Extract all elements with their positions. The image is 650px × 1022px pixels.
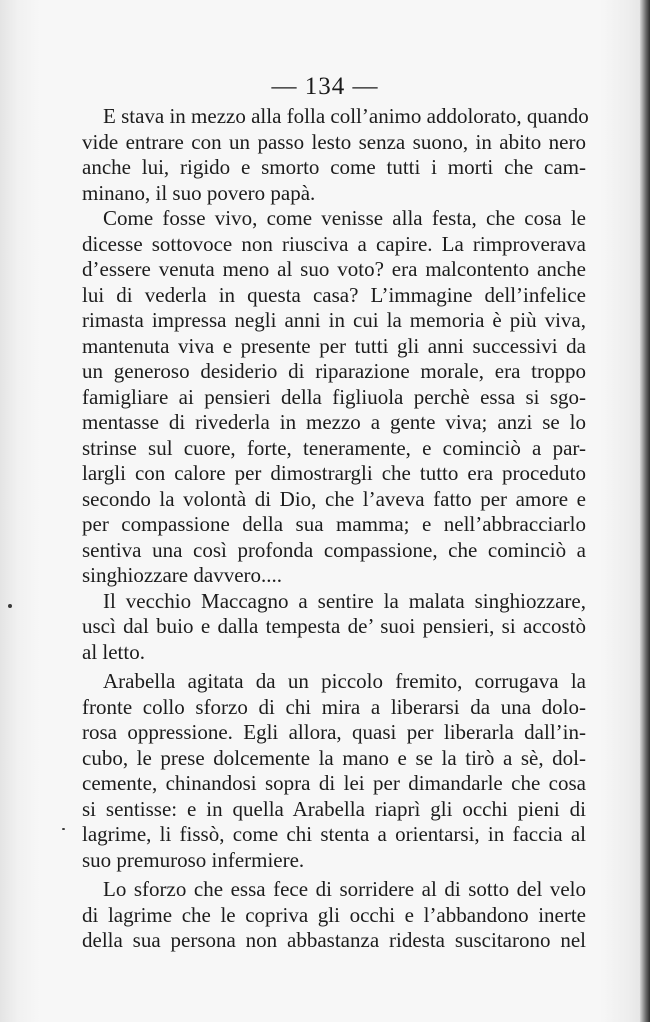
text-line: cemente, chinandosi sopra di lei per dimandarle che cosa — [82, 771, 586, 795]
text-line: minano, il suo povero papà. — [82, 180, 316, 205]
text-line: al letto. — [82, 639, 145, 664]
text-line: suo premuroso infermiere. — [82, 847, 305, 872]
paragraph — [82, 589, 586, 666]
text-line: secondo la volontà di Dio, che l’aveva fatto per amore e — [82, 486, 586, 511]
text-line: lui di vederla in questa casa? L’immagine dell’infelice — [82, 282, 586, 307]
page-number: — 134 — — [271, 73, 379, 100]
page-edge-shadow — [640, 0, 650, 1022]
text-line: di lagrime che le copriva gli occhi e l’abbandono inerte — [82, 902, 586, 927]
text-line: d’essere venuta meno al suo voto? era malcontento anche — [82, 257, 586, 281]
text-line: rosa oppressione. Egli allora, quasi per liberarla dall’in- — [82, 720, 586, 744]
text-line: singhiozzare davvero.... — [82, 563, 283, 587]
text-line: lagrime, li fissò, come chi stenta a orientarsi, in faccia al — [82, 822, 586, 846]
text-line: si sentisse: e in quella Arabella riaprì gli occhi pieni di — [82, 796, 586, 821]
text-line: mantenuta viva e presente per tutti gli anni successivi da — [82, 333, 586, 358]
text-line: Arabella agitata da un piccolo fremito, corrugava la — [103, 669, 586, 693]
text-line: rimasta impressa negli anni in cui la memoria è più viva, — [82, 308, 586, 332]
paragraph — [82, 104, 589, 206]
text-line: vide entrare con un passo lesto senza suono, in abito nero — [82, 129, 586, 154]
scan-speck — [62, 828, 65, 830]
paragraph — [82, 206, 586, 589]
text-line: largli con calore per dimostrargli che tutto era proceduto — [82, 461, 586, 485]
text-line: fronte collo sforzo di chi mira a liberarsi da una dolo- — [82, 694, 586, 719]
text-line: anche lui, rigido e smorto come tutti i morti che cam- — [82, 155, 586, 179]
text-line: mentasse di rivederla in mezzo a gente viva; anzi se lo — [82, 410, 586, 434]
text-line: Il vecchio Maccagno a sentire la malata singhiozzare, — [103, 588, 586, 613]
paragraph — [82, 669, 586, 873]
text-line: uscì dal buio e dalla tempesta de’ suoi pensieri, si accostò — [82, 614, 586, 638]
text-line: E stava in mezzo alla folla coll’animo addolorato, quando — [103, 104, 589, 128]
text-line: Come fosse vivo, come venisse alla festa, che cosa le — [103, 206, 586, 230]
text-line: cubo, le prese dolcemente la mano e se la tirò a sè, dol- — [82, 745, 586, 770]
scan-speck — [8, 604, 12, 608]
text-line: strinse sul cuore, forte, teneramente, e cominciò a par- — [82, 435, 586, 460]
text-line: per compassione della sua mamma; e nell’abbracciarlo — [82, 512, 586, 536]
text-line: della sua persona non abbastanza ridesta suscitarono nel — [82, 928, 586, 952]
text-line: famigliare ai pensieri della figliuola perchè essa si sgo- — [82, 384, 586, 409]
text-line: sentiva una così profonda compassione, che cominciò a — [82, 537, 586, 562]
text-line: un generoso desiderio di riparazione morale, era troppo — [82, 359, 586, 383]
text-line: dicesse sottovoce non riusciva a capire. La rimproverava — [82, 231, 586, 256]
paragraph — [82, 877, 586, 954]
text-line: Lo sforzo che essa fece di sorridere al di sotto del velo — [103, 877, 586, 901]
body-text — [82, 104, 589, 954]
